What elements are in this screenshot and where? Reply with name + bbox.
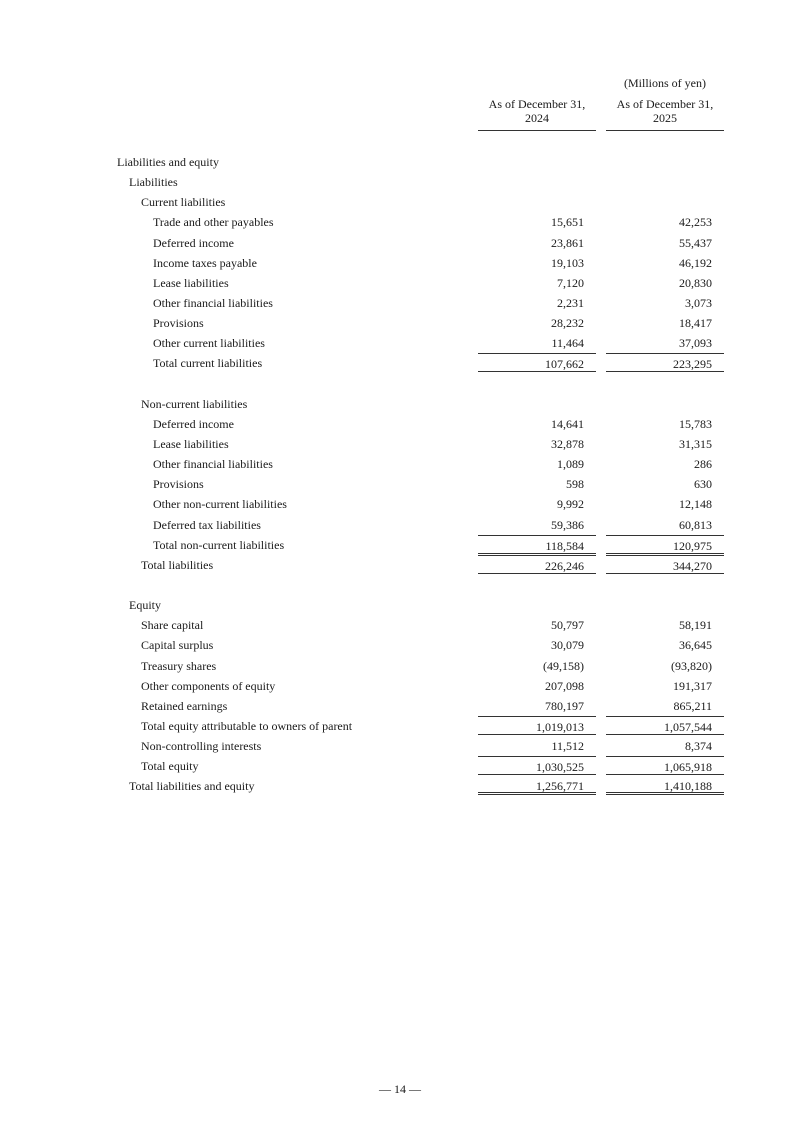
table-row (0, 192, 800, 212)
value-2025: 630 (694, 477, 712, 492)
value-2024: 1,030,525 (478, 756, 596, 775)
row-spacer (0, 374, 800, 394)
row-label: Total non-current liabilities (153, 537, 285, 552)
table-row (0, 333, 800, 353)
value-2024: 780,197 (545, 698, 584, 713)
table-row (0, 414, 800, 434)
value-2024: 598 (566, 477, 584, 492)
row-label: Liabilities (129, 175, 178, 190)
row-label: Trade and other payables (153, 215, 274, 230)
value-2025: 8,374 (685, 739, 712, 754)
table-row (0, 635, 800, 655)
column-header-line: As of December 31, (488, 97, 586, 111)
value-2025: 120,975 (606, 535, 724, 554)
table-row (0, 595, 800, 615)
table-row (0, 293, 800, 313)
row-label: Retained earnings (141, 698, 228, 713)
table-row (0, 776, 800, 796)
row-spacer (0, 575, 800, 595)
value-2025: 1,410,188 (606, 776, 724, 795)
row-label: Total current liabilities (153, 356, 263, 371)
table-row (0, 353, 800, 373)
row-label: Lease liabilities (153, 436, 229, 451)
units-note: (Millions of yen) (624, 76, 706, 90)
value-2024: 23,861 (551, 235, 584, 250)
value-2025: 55,437 (679, 235, 712, 250)
row-label: Other current liabilities (153, 336, 265, 351)
table-row (0, 756, 800, 776)
value-2024: 32,878 (551, 436, 584, 451)
value-2025: 865,211 (673, 698, 712, 713)
value-2025: 60,813 (679, 517, 712, 532)
table-row (0, 313, 800, 333)
row-label: Non-controlling interests (141, 739, 262, 754)
row-label: Provisions (153, 477, 204, 492)
row-label: Income taxes payable (153, 255, 257, 270)
row-label: Deferred income (153, 416, 234, 431)
value-2024: 11,464 (551, 336, 584, 351)
row-label: Other non-current liabilities (153, 497, 287, 512)
table-row (0, 454, 800, 474)
value-2024: 1,019,013 (478, 716, 596, 735)
page-number: ― 14 ― (379, 1082, 421, 1096)
value-2024: 226,246 (478, 555, 596, 574)
table-row (0, 172, 800, 192)
value-2025: 344,270 (606, 555, 724, 574)
table-row (0, 535, 800, 555)
value-2024: 28,232 (551, 316, 584, 331)
table-row (0, 656, 800, 676)
row-label: Share capital (141, 618, 204, 633)
value-2025: 1,057,544 (606, 716, 724, 735)
value-2024: 11,512 (551, 739, 584, 754)
value-2025: 12,148 (679, 497, 712, 512)
row-label: Other financial liabilities (153, 295, 273, 310)
table-row (0, 494, 800, 514)
value-2025: 58,191 (679, 618, 712, 633)
value-2025: 223,295 (606, 353, 724, 372)
value-2025: 286 (694, 457, 712, 472)
row-label: Equity (129, 598, 161, 613)
value-2025: 191,317 (673, 678, 712, 693)
row-label: Treasury shares (141, 658, 217, 673)
column-header-2024 (478, 97, 596, 131)
table-row (0, 555, 800, 575)
table-row (0, 515, 800, 535)
value-2024: 30,079 (551, 638, 584, 653)
value-2025: 20,830 (679, 275, 712, 290)
value-2024: 207,098 (545, 678, 584, 693)
value-2025: 36,645 (679, 638, 712, 653)
value-2025: 46,192 (679, 255, 712, 270)
value-2024: 107,662 (478, 353, 596, 372)
value-2024: 19,103 (551, 255, 584, 270)
value-2025: 1,065,918 (606, 756, 724, 775)
row-label: Current liabilities (141, 195, 226, 210)
value-2024: 7,120 (557, 275, 584, 290)
value-2025: 18,417 (679, 316, 712, 331)
value-2025: 37,093 (679, 336, 712, 351)
column-header-year: 2024 (525, 111, 549, 125)
row-label: Other components of equity (141, 678, 276, 693)
row-label: Total equity attributable to owners of parent (141, 718, 353, 733)
row-label: Deferred tax liabilities (153, 517, 261, 532)
table-row (0, 394, 800, 414)
table-row (0, 474, 800, 494)
row-label: Non-current liabilities (141, 396, 248, 411)
row-label: Liabilities and equity (117, 155, 219, 169)
value-2025: 15,783 (679, 416, 712, 431)
row-label: Total equity (141, 759, 199, 774)
table-row (0, 152, 800, 172)
column-header-year: 2025 (653, 111, 677, 125)
value-2024: 50,797 (551, 618, 584, 633)
row-label: Deferred income (153, 235, 234, 250)
row-label: Lease liabilities (153, 275, 229, 290)
table-row (0, 716, 800, 736)
table-row (0, 615, 800, 635)
row-label: Capital surplus (141, 638, 214, 653)
value-2024: 14,641 (551, 416, 584, 431)
value-2025: 3,073 (685, 295, 712, 310)
value-2024: 1,089 (557, 457, 584, 472)
value-2024: 15,651 (551, 215, 584, 230)
table-row (0, 736, 800, 756)
value-2024: 59,386 (551, 517, 584, 532)
value-2024: (49,158) (543, 658, 584, 673)
row-label: Total liabilities (141, 557, 214, 572)
value-2025: (93,820) (671, 658, 712, 673)
table-row (0, 233, 800, 253)
value-2024: 118,584 (478, 535, 596, 554)
value-2025: 42,253 (679, 215, 712, 230)
balance-sheet-table (0, 152, 800, 797)
row-label: Total liabilities and equity (129, 779, 255, 794)
table-row (0, 434, 800, 454)
value-2025: 31,315 (679, 436, 712, 451)
row-label: Other financial liabilities (153, 457, 273, 472)
table-row (0, 273, 800, 293)
value-2024: 9,992 (557, 497, 584, 512)
row-label: Provisions (153, 316, 204, 331)
value-2024: 1,256,771 (478, 776, 596, 795)
column-header-2025 (606, 97, 724, 131)
column-header-line: As of December 31, (616, 97, 714, 111)
table-row (0, 253, 800, 273)
table-row (0, 676, 800, 696)
table-row (0, 696, 800, 716)
table-row (0, 212, 800, 232)
value-2024: 2,231 (557, 295, 584, 310)
